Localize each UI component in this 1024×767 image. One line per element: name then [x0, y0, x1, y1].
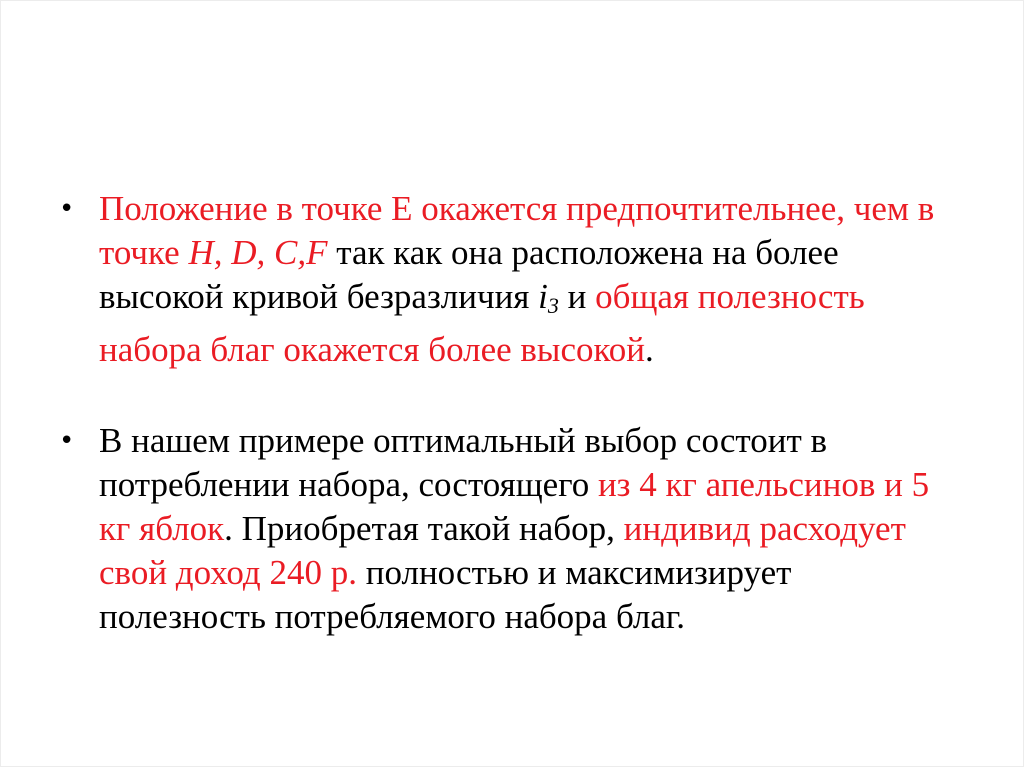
conjunction-text: и — [558, 277, 596, 316]
statement-point-e-preferred: Положение в точке E окажется предпочтительнее, — [99, 189, 846, 228]
bullet-item-optimal-choice — [59, 419, 959, 639]
bullet-marker: • — [59, 194, 75, 224]
income-statement: индивид расходует свой доход 240 р. — [99, 509, 906, 592]
utility-statement: общая полезность набора благ окажется более высокой — [99, 277, 865, 369]
curve-explanation: так как она расположена на более высокой кривой безразличия — [99, 233, 839, 316]
comparison-text: чем в точке — [99, 189, 935, 272]
purchase-text: . Приобретая такой набор, — [224, 509, 624, 548]
bundle-quantities: из 4 кг апельсинов и 5 кг яблок — [99, 465, 930, 548]
choice-intro: В нашем примере оптимальный выбор состоит в потреблении набора, состоящего — [99, 421, 828, 504]
bullet-list — [59, 187, 959, 639]
utility-maximization-text: полностью и максимизирует полезность потребляемого набора благ. — [99, 553, 792, 636]
sentence-end: . — [644, 330, 654, 369]
bullet-item-optimal-point — [59, 187, 959, 372]
curve-subscript: 3 — [547, 293, 559, 318]
bullet-marker: • — [59, 426, 75, 456]
points-list: H, D, C,F — [179, 233, 328, 272]
curve-symbol: i — [529, 277, 548, 316]
